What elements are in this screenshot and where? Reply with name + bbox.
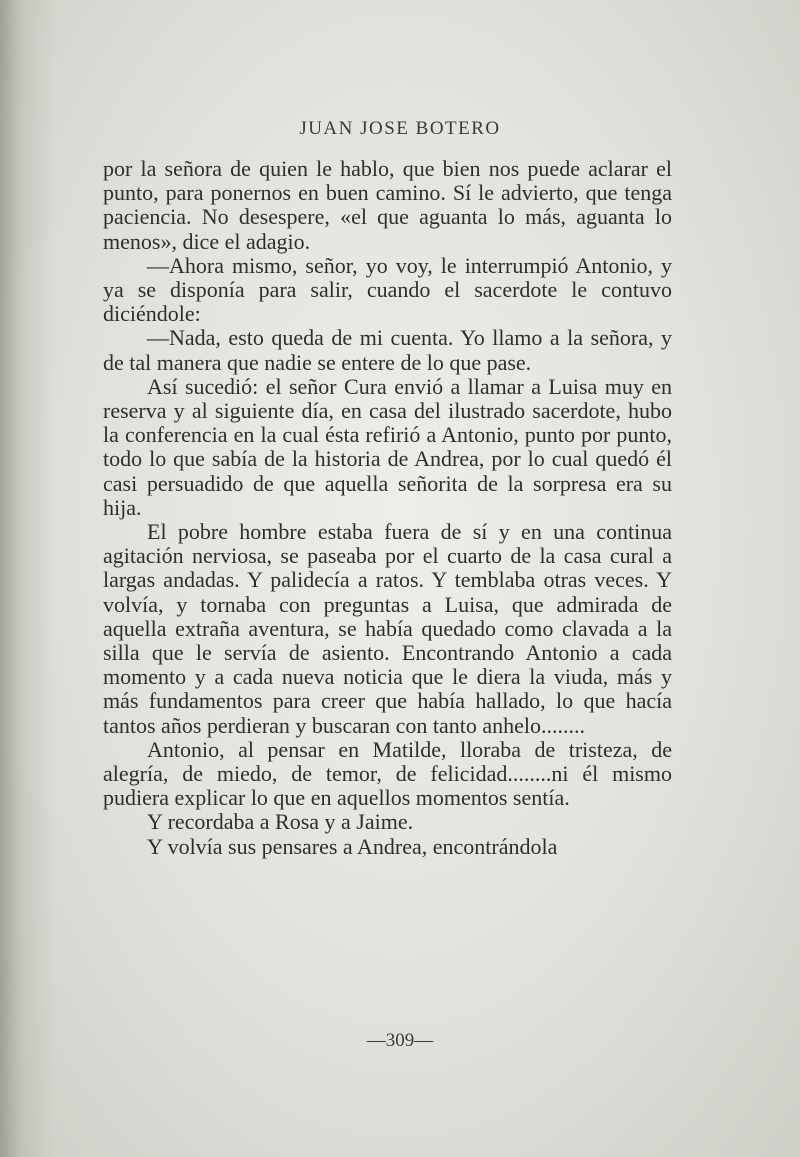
paragraph: Así sucedió: el señor Cura envió a llamar a Luisa muy en reserva y al siguiente día, en casa del ilustrado sacerdote, hubo la conferencia en la cual ésta refirió a Antonio, punto por punto, todo lo que sabía de la historia de Andrea, por lo cual quedó él casi persuadido de que aquella señorita de la sorpresa era su hija. xyxy=(103,373,672,520)
paragraph: El pobre hombre estaba fuera de sí y en una continua agitación nerviosa, se paseaba por el cuarto de la casa cural a largas andadas. Y palidecía a ratos. Y temblaba otras veces. Y volvía, y tornaba con preguntas a Luisa, que admirada de aquella extraña aventura, se había quedado como clavada a la silla que le servía de asiento. Encontrando Antonio a cada momento y a cada nueva noticia que le diera la viuda, más y más fundamentos para creer que había hallado, lo que hacía tantos años perdieran y buscaran con tanto anhelo........ xyxy=(103,519,672,738)
body-text xyxy=(103,157,672,859)
paragraph: Y recordaba a Rosa y a Jaime. xyxy=(147,809,414,835)
running-head: JUAN JOSE BOTERO xyxy=(299,118,501,139)
paragraph: Antonio, al pensar en Matilde, lloraba de tristeza, de alegría, de miedo, de temor, de felicidad........ni él mismo pudiera explicar lo que en aquellos momentos sentía. xyxy=(103,736,672,811)
binding-shadow xyxy=(0,0,55,1157)
paragraph: —Ahora mismo, señor, yo voy, le interrumpió Antonio, y ya se disponía para salir, cuando el sacerdote le contuvo diciéndole: xyxy=(103,252,672,327)
paragraph: Y volvía sus pensares a Andrea, encontrándola xyxy=(147,833,558,859)
paragraph: por la señora de quien le hablo, que bien nos puede aclarar el punto, para ponernos en buen camino. Sí le advierto, que tenga paciencia. No desespere, «el que aguanta lo más, aguanta lo menos», dice el adagio. xyxy=(103,156,672,254)
page-number: —309— xyxy=(366,1030,434,1051)
paragraph: —Nada, esto queda de mi cuenta. Yo llamo a la señora, y de tal manera que nadie se entere de lo que pase. xyxy=(103,325,672,375)
